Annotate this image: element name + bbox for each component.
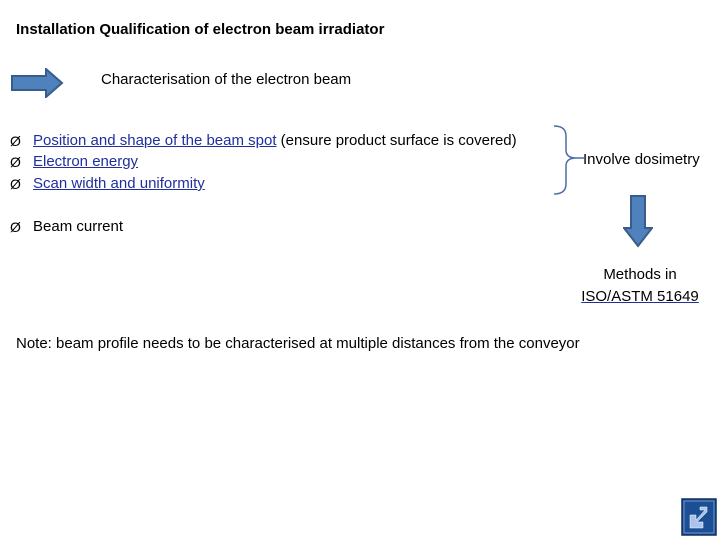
list-item bbox=[10, 218, 123, 235]
list-item bbox=[10, 175, 205, 192]
slide-subtitle: Characterisation of the electron beam bbox=[101, 71, 352, 88]
methods-text: Methods in bbox=[603, 266, 677, 283]
methods-label bbox=[570, 264, 710, 308]
list-item bbox=[10, 153, 138, 170]
involve-dosimetry-label: Involve dosimetry bbox=[583, 151, 700, 168]
right-brace-icon bbox=[552, 124, 586, 196]
list-item bbox=[10, 132, 517, 149]
beam-spot-link[interactable]: Position and shape of the beam spot bbox=[33, 132, 277, 149]
electron-energy-link[interactable]: Electron energy bbox=[33, 153, 139, 170]
bullet-text: (ensure product surface is covered) bbox=[276, 132, 517, 149]
slide-title: Installation Qualification of electron beam irradiator bbox=[16, 21, 385, 38]
down-arrow-icon bbox=[623, 194, 653, 248]
bullet-arrow-icon: Ø bbox=[10, 153, 21, 170]
bullet-arrow-icon: Ø bbox=[10, 218, 21, 235]
scan-width-link[interactable]: Scan width and uniformity bbox=[33, 175, 205, 192]
bullet-arrow-icon: Ø bbox=[10, 132, 21, 149]
note-text: Note: beam profile needs to be characterised at multiple distances from the conveyor bbox=[16, 335, 580, 352]
right-arrow-icon bbox=[10, 68, 64, 98]
bullet-arrow-icon: Ø bbox=[10, 175, 21, 192]
return-button[interactable] bbox=[681, 498, 717, 536]
bullet-text: Beam current bbox=[33, 218, 124, 235]
iso-astm-link[interactable]: ISO/ASTM 51649 bbox=[581, 288, 699, 305]
